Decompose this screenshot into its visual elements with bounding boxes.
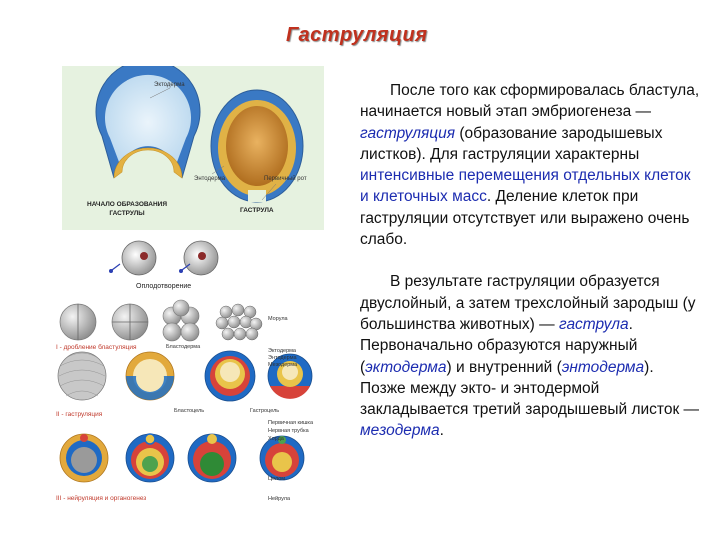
body-text — [360, 80, 700, 442]
gastrulation-figure — [62, 66, 324, 230]
para1-part2: (образование зародышевых листков). Для гаструляции характерны — [360, 124, 663, 163]
highlight-movements: интенсивные перемещения отдельных клеток и клеточных масс — [360, 167, 691, 206]
label-morula: Морула — [268, 316, 288, 322]
term-ectoderm: эктодерма — [365, 358, 447, 376]
label-blastoderm: Бластодерма — [166, 344, 201, 350]
para2-part5: . — [439, 422, 444, 440]
label-gastrocoel: Гастроцель — [250, 408, 280, 414]
term-mesoderm: мезодерма — [360, 422, 440, 440]
label-neural-tube: Нервная трубка — [268, 428, 309, 434]
paragraph-1 — [360, 80, 700, 250]
label-endoderm: Энтодерма — [194, 176, 226, 182]
term-gastrula: гаструла — [558, 315, 629, 333]
stage-3-label: III - нейруляция и органогенез — [56, 495, 147, 502]
para2-part1: В результате гаструляции образуется двуслойный, а затем трехслойный зародыш (у большинства животных) — — [360, 273, 696, 333]
para1-part1: После того как сформировалась бластула, начинается новый этап эмбриогенеза — — [360, 82, 700, 121]
para2-part3: ) и внутренний ( — [446, 358, 562, 376]
label-blastopore: Первичный рот — [264, 176, 307, 182]
label-coelom: Целом — [268, 476, 286, 482]
term-gastrulation: гаструляция — [360, 124, 456, 142]
label-fertilization: Оплодотворение — [136, 283, 192, 290]
label-blastocoel: Бластоцель — [174, 408, 205, 414]
label-notochord: Хорда — [268, 436, 284, 442]
term-endoderm: энтодерма — [561, 358, 645, 376]
label-primary-gut: Первичная кишка — [268, 420, 314, 426]
page-title: Гаструляция — [286, 24, 428, 46]
label-endoderm-right: Энтодерма — [268, 355, 297, 361]
para1-part3: . Деление клеток при гаструляции отсутствует или выражено очень слабо. — [360, 188, 690, 249]
para2-part2: . Первоначально образуются наружный ( — [360, 315, 638, 376]
label-ectoderm-right: Эктодерма — [268, 348, 296, 354]
stage-2-label: II - гаструляция — [56, 411, 103, 418]
paragraph-2 — [360, 271, 700, 441]
label-neurula: Нейрула — [268, 496, 290, 502]
caption-gastrulation-start: НАЧАЛО ОБРАЗОВАНИЯ ГАСТРУЛЫ — [87, 201, 167, 217]
para2-part4: ). Позже между экто- и энтодермой закладывается третий зародышевый листок — — [360, 358, 700, 419]
label-ectoderm: Эктодерма — [154, 82, 185, 88]
label-mesoderm-right: Мезодерма — [268, 362, 298, 368]
stage-1-label: I - дробление бластуляция — [56, 344, 137, 351]
caption-gastrula: ГАСТРУЛА — [240, 207, 274, 214]
embryogenesis-stages-figure — [54, 236, 328, 506]
